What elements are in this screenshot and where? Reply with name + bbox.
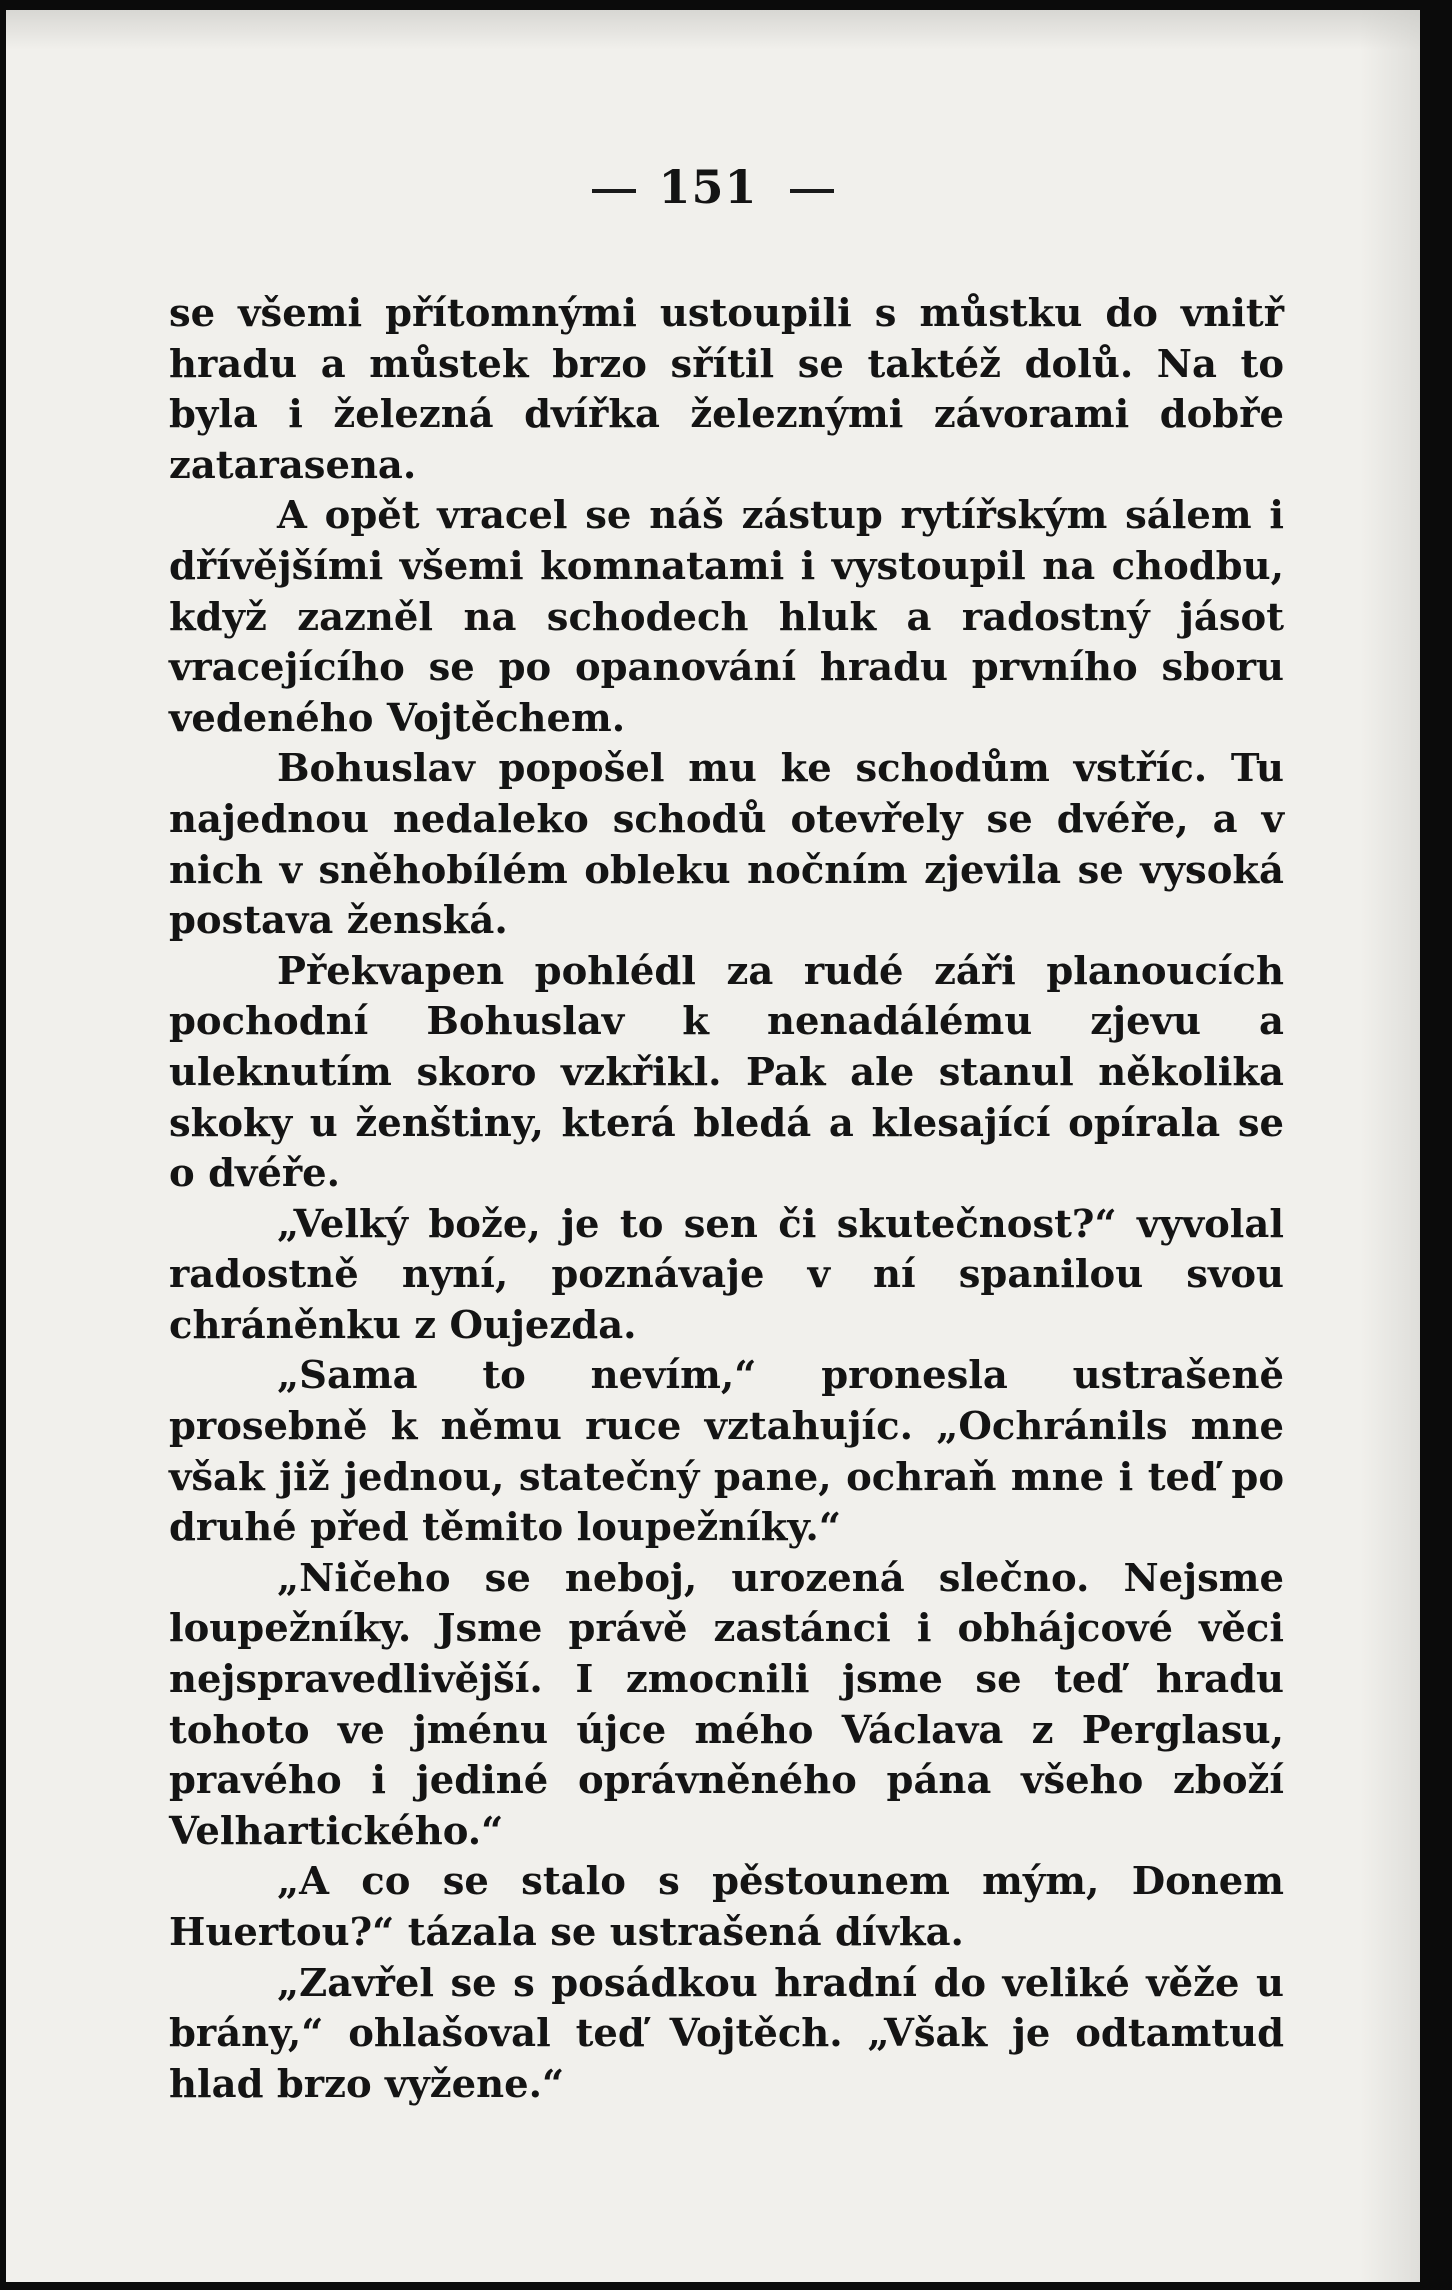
- book-page: [6, 10, 1420, 2282]
- paragraph: A opět vracel se náš zástup rytířským sálem i dřívějšími všemi komnatami i vystoupil na chodbu, když zazněl na schodech hluk a radostný jásot vracejícího se po opanování hradu prvního sboru vedeného Vojtěchem.: [169, 493, 1284, 741]
- paragraph: Bohuslav popošel mu ke schodům vstříc. Tu najednou nedaleko schodů otevřely se dvéře, a v nich v sněhobílém obleku nočním zjevila se vysoká postava ženská.: [169, 746, 1284, 944]
- page-number-header: [6, 160, 1420, 214]
- paragraph: „Zavřel se s posádkou hradní do veliké věže u brány,“ ohlašoval teď Vojtěch. „Však je odtamtud hlad brzo vyžene.“: [169, 1960, 1284, 2107]
- paragraph: „A co se stalo s pěstounem mým, Donem Huertou?“ tázala se ustrašená dívka.: [169, 1859, 1284, 1955]
- paragraph: „Sama to nevím,“ pronesla ustrašeně prosebně k němu ruce vztahujíc. „Ochránils mne však již jednou, statečný pane, ochraň mne i teď po druhé před těmito loupežníky.“: [169, 1353, 1284, 1551]
- dash-left: [592, 189, 636, 193]
- scan-edge-shadow: [1360, 10, 1420, 2282]
- body-text: [169, 289, 1284, 2110]
- scan-top-shadow: [6, 10, 1420, 50]
- paragraph: Překvapen pohlédl za rudé záři planoucích pochodní Bohuslav k nenadálému zjevu a uleknutím skoro vzkřikl. Pak ale stanul několika skoky u ženštiny, která bledá a klesající opírala se o dvéře.: [169, 948, 1284, 1197]
- paragraph: „Ničeho se neboj, urozená slečno. Nejsme loupežníky. Jsme právě zastánci i obhájcové věci nejspravedlivější. I zmocnili jsme se teď hradu tohoto ve jménu újce mého Václava z Perglasu, pravého i jediné oprávněného pána všeho zboží Velhartického.“: [169, 1555, 1284, 1854]
- paragraph: se všemi přítomnými ustoupili s můstku do vnitř hradu a můstek brzo sřítil se taktéž dolů. Na to byla i železná dvířka železnými závorami dobře zatarasena.: [169, 291, 1284, 488]
- page-number: 151: [658, 160, 758, 214]
- paragraph: „Velký bože, je to sen či skutečnost?“ vyvolal radostně nyní, poznávaje v ní spanilou svou chráněnku z Oujezda.: [169, 1201, 1284, 1348]
- dash-right: [790, 189, 834, 193]
